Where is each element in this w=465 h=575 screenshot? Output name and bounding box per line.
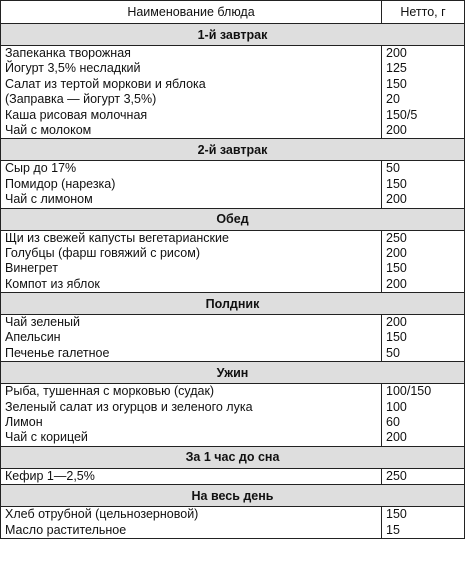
section-title: 2-й завтрак [1, 139, 465, 161]
table-header-row [1, 1, 465, 24]
dish-name: Помидор (нарезка) [5, 176, 116, 191]
column-header-weight: Нетто, г [382, 1, 465, 24]
dish-names-cell [1, 315, 382, 362]
section-title: За 1 час до сна [1, 446, 465, 468]
dish-name: Чай с лимоном [5, 192, 93, 207]
dish-name: Зеленый салат из огурцов и зеленого лука [5, 399, 253, 414]
weights-cell [382, 230, 465, 293]
dish-weight: 60 [386, 415, 400, 430]
dish-weight: 150 [386, 176, 407, 191]
dish-name: Лимон [5, 415, 43, 430]
table-row [1, 315, 465, 362]
dish-name: Йогурт 3,5% несладкий [5, 61, 141, 76]
dish-weight: 100/150 [386, 384, 432, 399]
dish-weight: 150 [386, 261, 407, 276]
dish-weight: 200 [386, 122, 407, 137]
weights-cell [382, 161, 465, 208]
dish-name: Чай с молоком [5, 122, 92, 137]
dish-weight: 250 [386, 468, 407, 483]
section-header [1, 362, 465, 384]
section-header [1, 293, 465, 315]
table-row [1, 468, 465, 484]
section-title: Ужин [1, 362, 465, 384]
dish-weight: 20 [386, 92, 400, 107]
dish-name: Щи из свежей капусты вегетарианские [5, 230, 229, 245]
dish-name: Салат из тертой моркови и яблока [5, 76, 206, 91]
weights-cell [382, 315, 465, 362]
weights-cell [382, 46, 465, 139]
dish-names-cell [1, 384, 382, 447]
dish-weight: 150 [386, 76, 407, 91]
dish-names-cell [1, 507, 382, 539]
dish-names-cell [1, 161, 382, 208]
dish-names-cell [1, 46, 382, 139]
dish-weight: 125 [386, 61, 407, 76]
weights-cell [382, 384, 465, 447]
dish-weight: 150/5 [386, 107, 418, 122]
dish-weight: 150 [386, 330, 407, 345]
dish-weight: 50 [386, 161, 400, 176]
dish-weight: 200 [386, 245, 407, 260]
dish-names-cell [1, 230, 382, 293]
section-title: На весь день [1, 485, 465, 507]
dish-weight: 200 [386, 46, 407, 60]
section-header [1, 24, 465, 46]
section-header [1, 139, 465, 161]
dish-name: Винегрет [5, 261, 58, 276]
section-header [1, 485, 465, 507]
column-header-dish: Наименование блюда [1, 1, 382, 24]
table-row [1, 230, 465, 293]
dish-weight: 50 [386, 345, 400, 360]
dish-name: Сыр до 17% [5, 161, 77, 176]
dish-weight: 200 [386, 192, 407, 207]
table-row [1, 161, 465, 208]
dish-name: (Заправка — йогурт 3,5%) [5, 92, 157, 107]
dish-name: Кефир 1—2,5% [5, 468, 95, 483]
dish-name: Компот из яблок [5, 276, 100, 291]
section-header [1, 446, 465, 468]
section-header [1, 208, 465, 230]
dish-names-cell [1, 468, 382, 484]
dish-weight: 200 [386, 276, 407, 291]
section-title: 1-й завтрак [1, 24, 465, 46]
weights-cell [382, 507, 465, 539]
section-title: Обед [1, 208, 465, 230]
dish-weight: 200 [386, 315, 407, 330]
dish-name: Запеканка творожная [5, 46, 131, 60]
section-title: Полдник [1, 293, 465, 315]
table-row [1, 384, 465, 447]
dish-name: Хлеб отрубной (цельнозерновой) [5, 507, 199, 522]
dish-name: Масло растительное [5, 522, 127, 537]
dish-name: Чай с корицей [5, 430, 88, 445]
dish-name: Каша рисовая молочная [5, 107, 148, 122]
menu-body [1, 24, 465, 539]
dish-weight: 150 [386, 507, 407, 522]
dish-name: Рыба, тушенная с морковью (судак) [5, 384, 215, 399]
table-row [1, 46, 465, 139]
dish-name: Апельсин [5, 330, 61, 345]
dish-weight: 15 [386, 522, 400, 537]
dish-weight: 100 [386, 399, 407, 414]
table-row [1, 507, 465, 539]
dish-weight: 200 [386, 430, 407, 445]
dish-name: Чай зеленый [5, 315, 80, 330]
dish-weight: 250 [386, 230, 407, 245]
dish-name: Печенье галетное [5, 345, 110, 360]
dish-name: Голубцы (фарш говяжий с рисом) [5, 245, 200, 260]
weights-cell [382, 468, 465, 484]
